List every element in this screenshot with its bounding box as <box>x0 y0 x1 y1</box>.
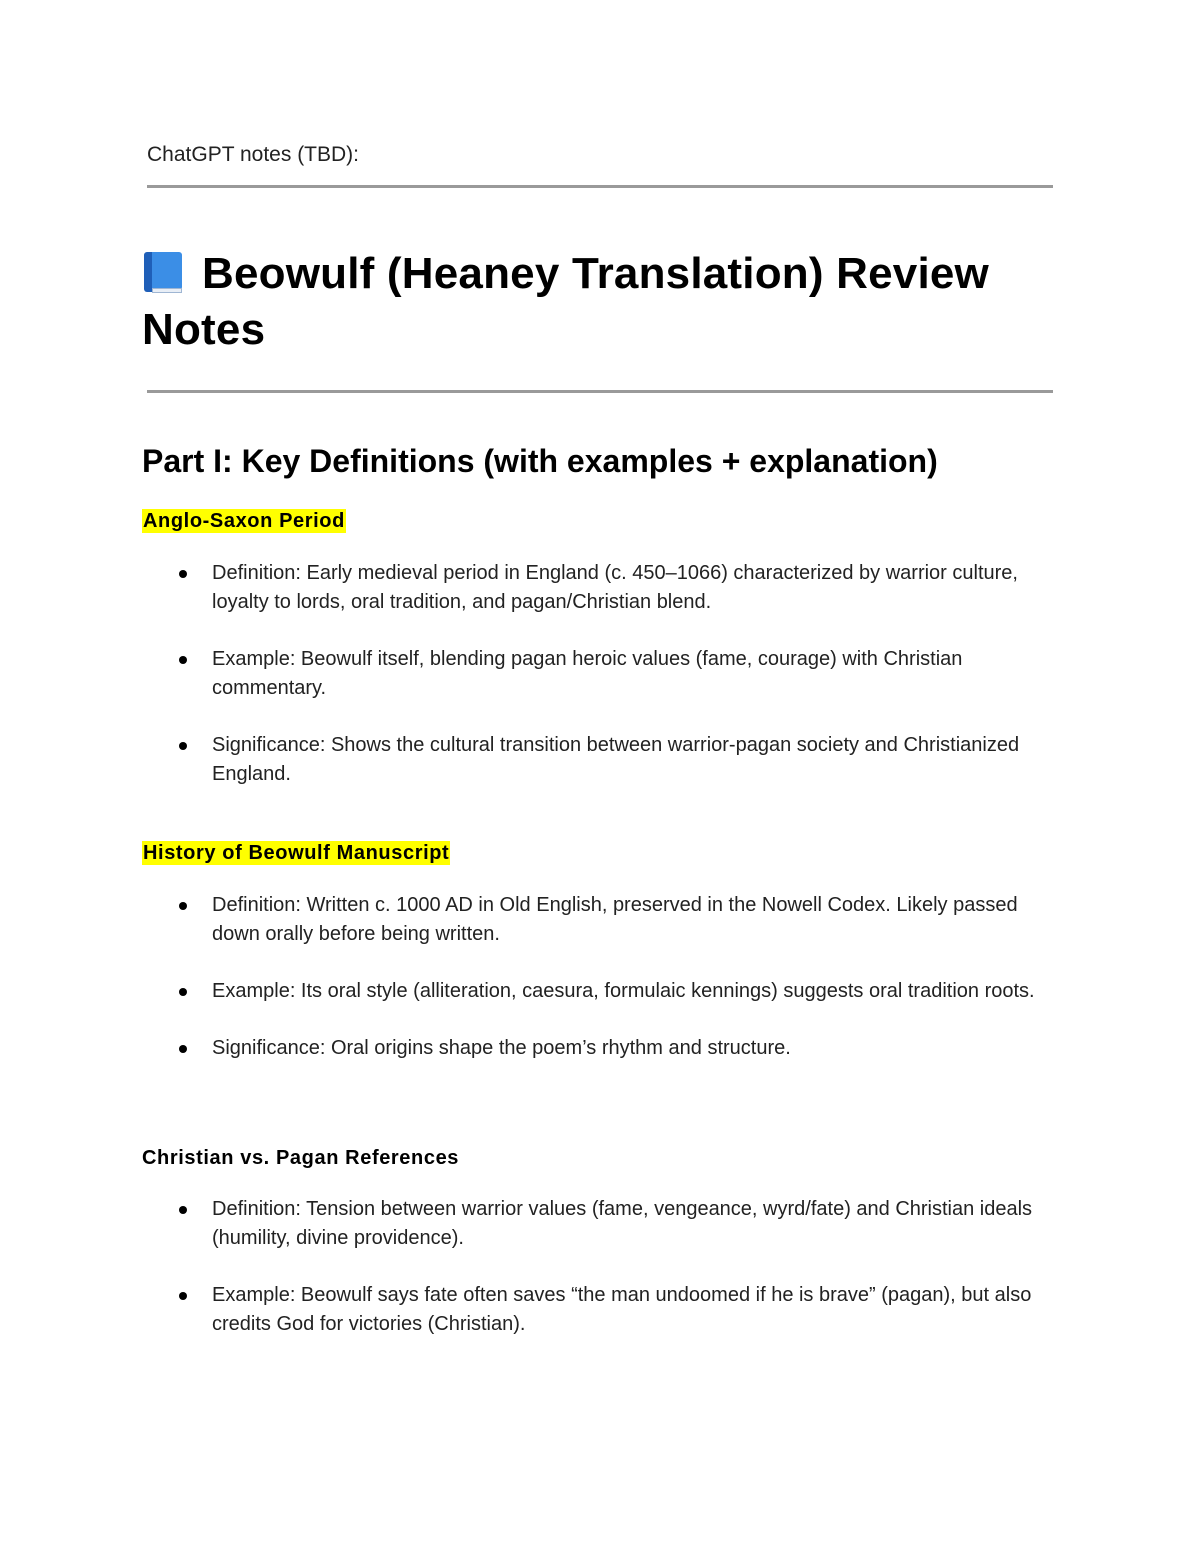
bullet-icon <box>179 902 187 910</box>
term-heading-manuscript-history <box>142 839 450 867</box>
bullet-icon <box>179 1292 187 1300</box>
horizontal-rule <box>147 185 1053 188</box>
bullet-list <box>142 559 1062 817</box>
list-item: Definition: Written c. 1000 AD in Old English, preserved in the Nowell Codex. Likely passed down orally before being written. <box>142 891 1062 949</box>
bullet-icon <box>179 656 187 664</box>
list-item: Example: Beowulf says fate often saves “the man undoomed if he is brave” (pagan), but also credits God for victories (Christian). <box>142 1281 1062 1339</box>
term-heading-text: Anglo-Saxon Period <box>143 510 345 532</box>
list-item: Significance: Oral origins shape the poem’s rhythm and structure. <box>142 1034 1062 1063</box>
bullet-icon <box>179 988 187 996</box>
document-title <box>142 246 1062 358</box>
bullet-icon <box>179 570 187 578</box>
bullet-icon <box>179 1206 187 1214</box>
list-item: Example: Its oral style (alliteration, caesura, formulaic kennings) suggests oral tradition roots. <box>142 977 1062 1006</box>
bullet-list <box>142 1195 1062 1367</box>
term-heading-christian-vs-pagan <box>142 1144 459 1172</box>
top-note: ChatGPT notes (TBD): <box>147 143 360 166</box>
term-heading-anglo-saxon-period <box>142 507 346 535</box>
bullet-icon <box>179 742 187 750</box>
list-item: Significance: Shows the cultural transition between warrior-pagan society and Christianized England. <box>142 731 1062 789</box>
blue-book-icon <box>142 250 184 294</box>
term-heading-text: History of Beowulf Manuscript <box>143 842 450 864</box>
section-heading-part-1: Part I: Key Definitions (with examples + explanation) <box>142 443 938 479</box>
term-heading-text: Christian vs. Pagan References <box>142 1147 460 1169</box>
bullet-icon <box>179 1045 187 1053</box>
bullet-list <box>142 891 1062 1091</box>
horizontal-rule <box>147 390 1053 393</box>
list-item: Example: Beowulf itself, blending pagan heroic values (fame, courage) with Christian commentary. <box>142 645 1062 703</box>
document-title-text: Beowulf (Heaney Translation) Review Notes <box>142 249 989 354</box>
list-item: Definition: Tension between warrior values (fame, vengeance, wyrd/fate) and Christian ideals (humility, divine providence). <box>142 1195 1062 1253</box>
list-item: Definition: Early medieval period in England (c. 450–1066) characterized by warrior culture, loyalty to lords, oral tradition, and pagan/Christian blend. <box>142 559 1062 617</box>
